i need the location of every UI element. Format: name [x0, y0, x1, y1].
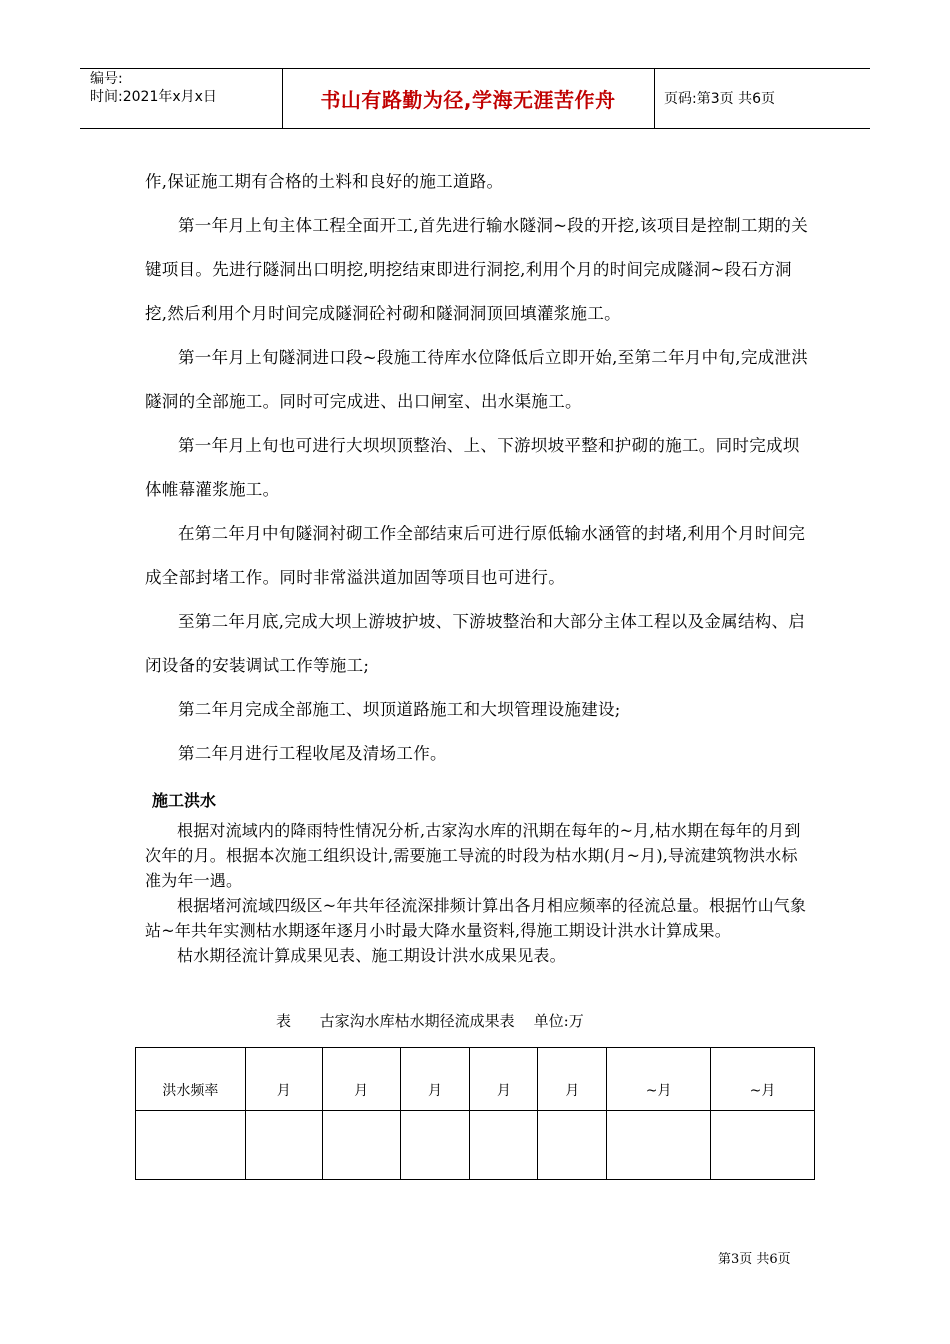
- table-header-cell: 月: [470, 1048, 538, 1111]
- table-header-row: [136, 1048, 815, 1111]
- section-paragraph: 枯水期径流计算成果见表、施工期设计洪水成果见表。: [177, 946, 566, 965]
- paragraph: 第二年月完成全部施工、坝顶道路施工和大坝管理设施建设;: [178, 700, 621, 719]
- table-header-cell: 月: [322, 1048, 400, 1111]
- header-bottom-rule: [80, 128, 870, 129]
- table-cell: [711, 1111, 815, 1180]
- paragraph: 在第二年月中旬隧洞衬砌工作全部结束后可进行原低输水涵管的封堵,利用个月时间完成全部封堵工作。同时非常溢洪道加固等项目也可进行。: [145, 524, 806, 587]
- table-header-cell: 月: [538, 1048, 607, 1111]
- paragraph: 第二年月进行工程收尾及清场工作。: [178, 744, 447, 763]
- table-header-cell: ~月: [607, 1048, 711, 1111]
- section-paragraph: 根据对流域内的降雨特性情况分析,古家沟水库的汛期在每年的~月,枯水期在每年的月到次年的月。根据本次施工组织设计,需要施工导流的时段为枯水期(月~月),导流建筑物洪水标准为年一遇。: [145, 821, 801, 890]
- footer-page-label: 第3页 共6页: [718, 1252, 791, 1267]
- section-paragraph: 根据堵河流域四级区~年共年径流深排频计算出各月相应频率的径流总量。根据竹山气象站~年共年实测枯水期逐年逐月小时最大降水量资料,得施工期设计洪水计算成果。: [145, 896, 807, 940]
- table-cell: [607, 1111, 711, 1180]
- table-header-cell: 月: [400, 1048, 470, 1111]
- paragraph: 至第二年月底,完成大坝上游坡护坡、下游坡整治和大部分主体工程以及金属结构、启闭设备的安装调试工作等施工;: [145, 612, 806, 675]
- paragraph: 第一年月上旬隧洞进口段~段施工待库水位降低后立即开始,至第二年月中旬,完成泄洪隧洞的全部施工。同时可完成进、出口闸室、出水渠施工。: [145, 348, 809, 411]
- table-header-cell: 月: [245, 1048, 322, 1111]
- table-cell: [245, 1111, 322, 1180]
- table-cell: [538, 1111, 607, 1180]
- header-time-label: 时间:2021年x月x日: [90, 89, 217, 105]
- header-divider-right: [654, 68, 655, 128]
- paragraph: 作,保证施工期有合格的土料和良好的施工道路。: [145, 172, 504, 191]
- table-header-cell: 洪水频率: [136, 1048, 246, 1111]
- table-cell: [322, 1111, 400, 1180]
- section-title: 施工洪水: [152, 791, 217, 810]
- paragraph: 第一年月上旬主体工程全面开工,首先进行输水隧洞~段的开挖,该项目是控制工期的关键项目。先进行隧洞出口明挖,明挖结束即进行洞挖,利用个月的时间完成隧洞~段石方洞挖,然后利用个月时间完成隧洞砼衬砌和隧洞洞顶回填灌浆施工。: [145, 216, 809, 323]
- header-motto: 书山有路勤为径,学海无涯苦作舟: [320, 87, 616, 112]
- body-text: [145, 160, 810, 776]
- table-row: [136, 1111, 815, 1180]
- table-cell: [470, 1111, 538, 1180]
- header-left-block: [90, 70, 217, 106]
- table-cell: [400, 1111, 470, 1180]
- section-body: [145, 818, 810, 968]
- paragraph: 第一年月上旬也可进行大坝坝顶整治、上、下游坝坡平整和护砌的施工。同时完成坝体帷幕灌浆施工。: [145, 436, 800, 499]
- header-page-label: 页码:第3页 共6页: [664, 91, 775, 107]
- table-caption: 表 古家沟水库枯水期径流成果表 单位:万: [276, 1012, 584, 1030]
- table-cell: [136, 1111, 246, 1180]
- table-header-cell: ~月: [711, 1048, 815, 1111]
- header-number-label: 编号:: [90, 71, 123, 87]
- runoff-table: [135, 1047, 815, 1180]
